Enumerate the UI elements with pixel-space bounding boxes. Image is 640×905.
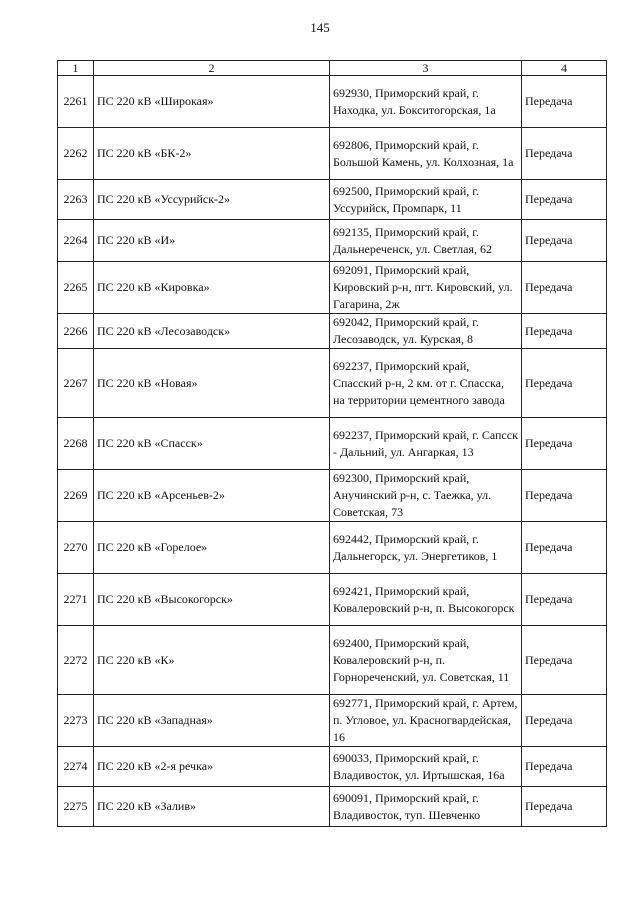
table-row [58, 747, 607, 787]
row-number: 2269 [58, 470, 94, 522]
substation-address: 690091, Приморский край, г. Владивосток, туп. Шевченко [330, 787, 522, 827]
function-type: Передача [522, 314, 607, 349]
table-row [58, 418, 607, 470]
table-row [58, 349, 607, 418]
row-number: 2266 [58, 314, 94, 349]
substation-address: 692421, Приморский край, Ковалеровский р-н, п. Высокогорск [330, 574, 522, 626]
substation-name: ПС 220 кВ «Лесозаводск» [94, 314, 330, 349]
table-row [58, 574, 607, 626]
row-number: 2265 [58, 262, 94, 314]
table-row [58, 220, 607, 262]
substation-address: 692300, Приморский край, Анучинский р-н, с. Таежка, ул. Советская, 73 [330, 470, 522, 522]
table-row [58, 522, 607, 574]
row-number: 2262 [58, 128, 94, 180]
substation-name: ПС 220 кВ «Высокогорск» [94, 574, 330, 626]
substation-name: ПС 220 кВ «2-я речка» [94, 747, 330, 787]
header-col-2: 2 [94, 61, 330, 76]
header-row [58, 61, 607, 76]
substation-address: 692442, Приморский край, г. Дальнегорск, ул. Энергетиков, 1 [330, 522, 522, 574]
row-number: 2271 [58, 574, 94, 626]
function-type: Передача [522, 262, 607, 314]
table-row [58, 787, 607, 827]
substation-name: ПС 220 кВ «Западная» [94, 695, 330, 747]
substation-address: 692806, Приморский край, г. Большой Камень, ул. Колхозная, 1а [330, 128, 522, 180]
header-col-4: 4 [522, 61, 607, 76]
substation-name: ПС 220 кВ «Кировка» [94, 262, 330, 314]
row-number: 2268 [58, 418, 94, 470]
substation-name: ПС 220 кВ «Арсеньев-2» [94, 470, 330, 522]
substation-name: ПС 220 кВ «Новая» [94, 349, 330, 418]
substation-address: 692135, Приморский край, г. Дальнереченск, ул. Светлая, 62 [330, 220, 522, 262]
substation-address: 692500, Приморский край, г. Уссурийск, Промпарк, 11 [330, 180, 522, 220]
function-type: Передача [522, 522, 607, 574]
substation-address: 692091, Приморский край, Кировский р-н, пгт. Кировский, ул. Гагарина, 2ж [330, 262, 522, 314]
substation-name: ПС 220 кВ «Залив» [94, 787, 330, 827]
function-type: Передача [522, 695, 607, 747]
header-col-1: 1 [58, 61, 94, 76]
substation-address: 692237, Приморский край, Спасский р-н, 2 км. от г. Спасска, на территории цементного завода [330, 349, 522, 418]
row-number: 2267 [58, 349, 94, 418]
function-type: Передача [522, 418, 607, 470]
substation-name: ПС 220 кВ «Широкая» [94, 76, 330, 128]
table-row [58, 128, 607, 180]
function-type: Передача [522, 747, 607, 787]
substation-table [57, 60, 607, 827]
function-type: Передача [522, 574, 607, 626]
substation-name: ПС 220 кВ «К» [94, 626, 330, 695]
row-number: 2263 [58, 180, 94, 220]
function-type: Передача [522, 220, 607, 262]
substation-address: 692771, Приморский край, г. Артем, п. Угловое, ул. Красногвардейская, 16 [330, 695, 522, 747]
substation-address: 690033, Приморский край, г. Владивосток, ул. Иртышская, 16а [330, 747, 522, 787]
function-type: Передача [522, 128, 607, 180]
page-number: 145 [310, 20, 330, 35]
table-row [58, 470, 607, 522]
substation-name: ПС 220 кВ «БК-2» [94, 128, 330, 180]
row-number: 2274 [58, 747, 94, 787]
table-row [58, 76, 607, 128]
function-type: Передача [522, 349, 607, 418]
substation-name: ПС 220 кВ «Спасск» [94, 418, 330, 470]
row-number: 2273 [58, 695, 94, 747]
row-number: 2270 [58, 522, 94, 574]
row-number: 2264 [58, 220, 94, 262]
table-body [58, 76, 607, 827]
substation-name: ПС 220 кВ «И» [94, 220, 330, 262]
row-number: 2275 [58, 787, 94, 827]
substation-address: 692400, Приморский край, Ковалеровский р-н, п. Горнореченский, ул. Советская, 11 [330, 626, 522, 695]
table-row [58, 314, 607, 349]
substation-address: 692237, Приморский край, г. Сапсск - Дальний, ул. Ангаркая, 13 [330, 418, 522, 470]
header-col-3: 3 [330, 61, 522, 76]
function-type: Передача [522, 76, 607, 128]
table-row [58, 262, 607, 314]
function-type: Передача [522, 470, 607, 522]
table-row [58, 180, 607, 220]
substation-name: ПС 220 кВ «Уссурийск-2» [94, 180, 330, 220]
table-row [58, 695, 607, 747]
row-number: 2272 [58, 626, 94, 695]
function-type: Передача [522, 180, 607, 220]
row-number: 2261 [58, 76, 94, 128]
function-type: Передача [522, 787, 607, 827]
substation-address: 692042, Приморский край, г. Лесозаводск, ул. Курская, 8 [330, 314, 522, 349]
substation-address: 692930, Приморский край, г. Находка, ул. Бокситогорская, 1а [330, 76, 522, 128]
table-row [58, 626, 607, 695]
table-header [58, 61, 607, 76]
substation-name: ПС 220 кВ «Горелое» [94, 522, 330, 574]
function-type: Передача [522, 626, 607, 695]
